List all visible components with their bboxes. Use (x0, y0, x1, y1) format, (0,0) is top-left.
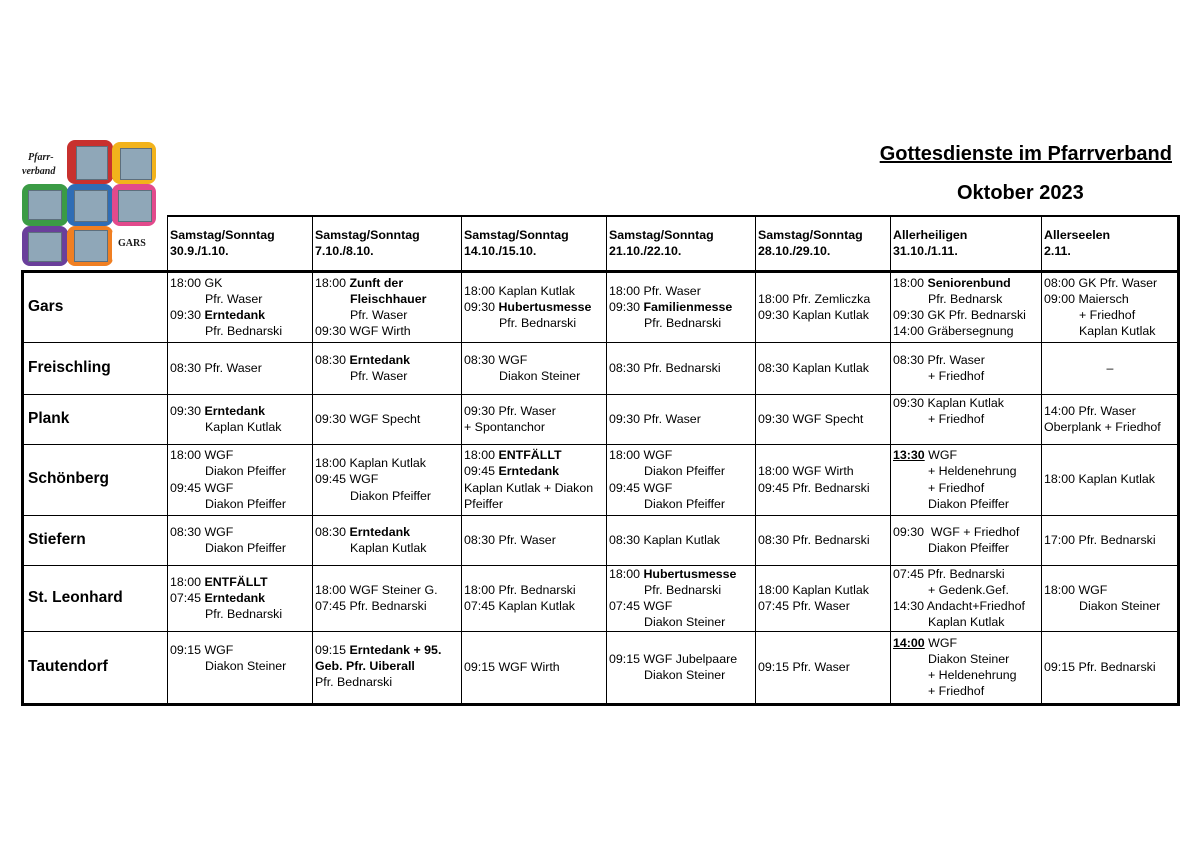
table-cell: 07:45 Pfr. Bednarski + Gedenk.Gef. 14:30 Andacht+Friedhof Kaplan Kutlak (891, 565, 1042, 631)
table-cell: 18:00 Pfr. Waser 09:30 Familienmesse Pfr. Bednarski (607, 271, 756, 342)
table-cell: 08:30 Pfr. Waser (168, 342, 313, 394)
table-cell: 18:00 ENTFÄLLT 09:45 Erntedank Kaplan Kutlak + Diakon Pfeiffer (462, 444, 607, 515)
table-cell: 08:30 Kaplan Kutlak (756, 342, 891, 394)
table-cell: 09:30 Erntedank Kaplan Kutlak (168, 394, 313, 444)
row-label-st-leonhard: St. Leonhard (23, 565, 168, 631)
church-icon (76, 146, 108, 180)
table-row (23, 515, 1179, 565)
row-label-stiefern: Stiefern (23, 515, 168, 565)
logo-text-line1: Pfarr- (28, 152, 54, 163)
row-label-schoenberg: Schönberg (23, 444, 168, 515)
table-cell: 18:00 GK Pfr. Waser 09:30 Erntedank Pfr. Bednarski (168, 271, 313, 342)
table-cell: 09:30 Pfr. Waser (607, 394, 756, 444)
table-row (23, 565, 1179, 631)
header-corner (23, 216, 168, 271)
table-cell: 09:30 WGF + Friedhof Diakon Pfeiffer (891, 515, 1042, 565)
table-cell: 18:00 WGF Diakon Steiner (1042, 565, 1179, 631)
table-cell: 13:30 WGF + Heldenehrung + Friedhof Diakon Pfeiffer (891, 444, 1042, 515)
header-col-7: Allerseelen 2.11. (1042, 216, 1179, 271)
row-label-tautendorf: Tautendorf (23, 631, 168, 704)
table-row (23, 444, 1179, 515)
table-row (23, 271, 1179, 342)
table-cell: 18:00 ENTFÄLLT 07:45 Erntedank Pfr. Bednarski (168, 565, 313, 631)
table-cell: 09:15 WGF Wirth (462, 631, 607, 704)
table-cell: 18:00 WGF Steiner G. 07:45 Pfr. Bednarski (313, 565, 462, 631)
table-cell: 08:30 Pfr. Bednarski (756, 515, 891, 565)
page-subtitle: Oktober 2023 (957, 182, 1084, 204)
header-col-3: Samstag/Sonntag 14.10./15.10. (462, 216, 607, 271)
table-cell: 08:00 GK Pfr. Waser 09:00 Maiersch + Friedhof Kaplan Kutlak (1042, 271, 1179, 342)
table-cell: 18:00 Kaplan Kutlak 07:45 Pfr. Waser (756, 565, 891, 631)
table-cell: 18:00 Pfr. Zemliczka 09:30 Kaplan Kutlak (756, 271, 891, 342)
header-col-1: Samstag/Sonntag 30.9./1.10. (168, 216, 313, 271)
table-cell: 17:00 Pfr. Bednarski (1042, 515, 1179, 565)
header-col-2: Samstag/Sonntag 7.10./8.10. (313, 216, 462, 271)
table-cell: 18:00 WGF Wirth 09:45 Pfr. Bednarski (756, 444, 891, 515)
table-cell: 18:00 Seniorenbund Pfr. Bednarsk 09:30 GK Pfr. Bednarski 14:00 Gräbersegnung (891, 271, 1042, 342)
row-label-gars: Gars (23, 271, 168, 342)
table-cell: 14:00 Pfr. Waser Oberplank + Friedhof (1042, 394, 1179, 444)
table-cell: 08:30 Kaplan Kutlak (607, 515, 756, 565)
table-cell: 18:00 Zunft der Fleischhauer Pfr. Waser 09:30 WGF Wirth (313, 271, 462, 342)
header-col-4: Samstag/Sonntag 21.10./22.10. (607, 216, 756, 271)
table-cell: 08:30 Pfr. Bednarski (607, 342, 756, 394)
table-cell: 09:15 WGF Diakon Steiner (168, 631, 313, 704)
table-cell: 08:30 Pfr. Waser (462, 515, 607, 565)
table-cell: 09:30 Kaplan Kutlak + Friedhof (891, 394, 1042, 444)
table-cell: 09:30 Pfr. Waser + Spontanchor (462, 394, 607, 444)
logo-text-place: GARS (118, 238, 146, 249)
table-cell: 08:30 Erntedank Pfr. Waser (313, 342, 462, 394)
table-row (23, 394, 1179, 444)
header-col-6: Allerheiligen 31.10./1.11. (891, 216, 1042, 271)
table-cell: 14:00 WGF Diakon Steiner + Heldenehrung + Friedhof (891, 631, 1042, 704)
table-cell: 18:00 Kaplan Kutlak 09:45 WGF Diakon Pfeiffer (313, 444, 462, 515)
table-cell: – (1042, 342, 1179, 394)
table-cell: 18:00 Hubertusmesse Pfr. Bednarski 07:45 WGF Diakon Steiner (607, 565, 756, 631)
table-row (23, 342, 1179, 394)
table-cell: 08:30 Erntedank Kaplan Kutlak (313, 515, 462, 565)
row-label-freischling: Freischling (23, 342, 168, 394)
table-cell: 18:00 Kaplan Kutlak (1042, 444, 1179, 515)
table-cell: 18:00 WGF Diakon Pfeiffer 09:45 WGF Diakon Pfeiffer (168, 444, 313, 515)
header-row (23, 216, 1179, 271)
table-cell: 09:15 Erntedank + 95. Geb. Pfr. Uiberall Pfr. Bednarski (313, 631, 462, 704)
table-cell: 09:15 WGF Jubelpaare Diakon Steiner (607, 631, 756, 704)
table-cell: 09:15 Pfr. Waser (756, 631, 891, 704)
table-cell: 09:30 WGF Specht (313, 394, 462, 444)
table-cell: 18:00 WGF Diakon Pfeiffer 09:45 WGF Diakon Pfeiffer (607, 444, 756, 515)
schedule-table (21, 215, 1180, 706)
table-cell: 08:30 WGF Diakon Steiner (462, 342, 607, 394)
table-row (23, 631, 1179, 704)
table-cell: 09:30 WGF Specht (756, 394, 891, 444)
table-cell: 09:15 Pfr. Bednarski (1042, 631, 1179, 704)
table-cell: 18:00 Pfr. Bednarski 07:45 Kaplan Kutlak (462, 565, 607, 631)
church-icon (120, 148, 152, 180)
logo-text-line2: verband (22, 166, 56, 177)
row-label-plank: Plank (23, 394, 168, 444)
table-cell: 08:30 Pfr. Waser + Friedhof (891, 342, 1042, 394)
page-title: Gottesdienste im Pfarrverband (879, 143, 1172, 165)
table-cell: 08:30 WGF Diakon Pfeiffer (168, 515, 313, 565)
table-cell: 18:00 Kaplan Kutlak 09:30 Hubertusmesse Pfr. Bednarski (462, 271, 607, 342)
header-col-5: Samstag/Sonntag 28.10./29.10. (756, 216, 891, 271)
